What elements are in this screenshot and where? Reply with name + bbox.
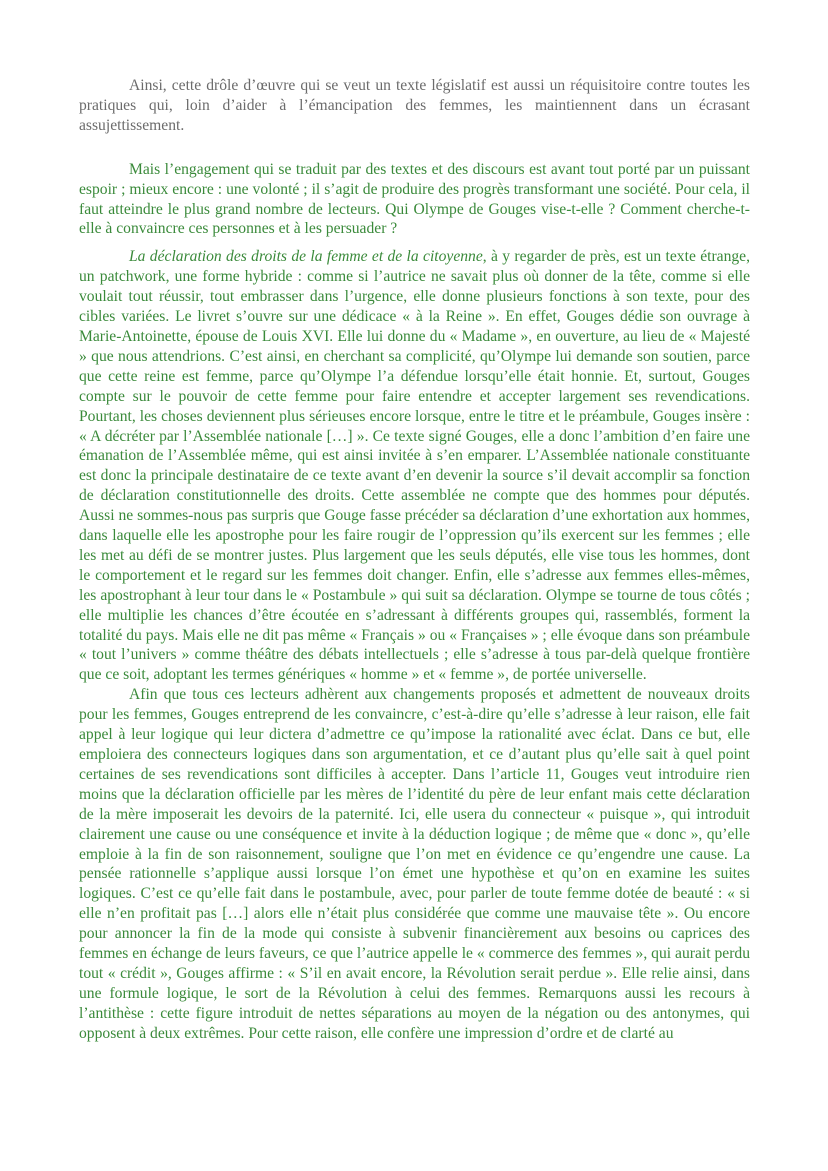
declaration-title: La déclaration des droits de la femme et de la citoyenne xyxy=(129,248,483,266)
paragraph-declaration xyxy=(79,247,750,685)
paragraph-intro: Ainsi, cette drôle d’œuvre qui se veut un texte législatif est aussi un réquisitoire contre toutes les pratiques qui, loin d’aider à l’émancipation des femmes, les maintiennent dans un écrasant assujettissement. xyxy=(79,77,750,134)
paragraph-engagement: Mais l’engagement qui se traduit par des textes et des discours est avant tout porté par un puissant espoir ; mieux encore : une volonté ; il s’agit de produire des progrès transformant une société. Pour cela, il faut atteindre le plus grand nombre de lecteurs. Qui Olympe de Gouges vise-t-elle ? Comment cherche-t-elle à convaincre ces personnes et à les persuader ? xyxy=(79,160,750,238)
declaration-body: , à y regarder de près, est un texte étrange, un patchwork, une forme hybride : comme si l’autrice ne savait plus où donner de la tête, comme si elle voulait tout réussir, tout embrasser dans l’urgence, elle donne plusieurs fonctions à son texte, pour des cibles variées. Le livret s’ouvre sur une dédicace « à la Reine ». En effet, Gouges dédie son ouvrage à Marie-Antoinette, épouse de Louis XVI. Elle lui donne du « Madame », en ouverture, au lieu de « Majesté » que nous attendrions. C’est ainsi, en cherchant sa complicité, qu’Olympe lui demande son soutien, parce que cette reine est femme, parce qu’Olympe l’a défendue lorsqu’elle était honnie. Et, surtout, Gouges compte sur le pouvoir de cette femme pour faire entendre et accepter largement ses revendications. Pourtant, les choses deviennent plus sérieuses encore lorsque, entre le titre et le préambule, Gouges insère : « A décréter par l’Assemblée nationale […] ». Ce texte signé Gouges, elle a donc l’ambition d’en faire une émanation de l’Assemblée même, qui est ainsi invitée à s’en emparer. L’Assemblée nationale constituante est donc la principale destinataire de ce texte avant d’en devenir la source s’il devait accomplir sa fonction de déclaration constitutionnelle des droits. Cette assemblée ne compte que des hommes pour députés. Aussi ne sommes-nous pas surpris que Gouge fasse précéder sa déclaration d’une exhortation aux hommes, dans laquelle elle les apostrophe pour les faire rougir de l’oppression qu’ils exercent sur les femmes ; elle les met au défi de se montrer justes. Plus largement que les seuls députés, elle vise tous les hommes, dont le comportement et le regard sur les femmes doit changer. Enfin, elle s’adresse aux femmes elles-mêmes, les apostrophant à leur tour dans le « Postambule » qui suit sa déclaration. Olympe se tourne de tous côtés ; elle multiplie les chances d’être écoutée en s’adressant à différents groupes qui, rassemblés, forment la totalité du pays. Mais elle ne dit pas même « Français » ou « Françaises » ; elle évoque dans son préambule « tout l’univers » comme théâtre des débats intellectuels ; elle s’adresse à tous par-delà quelque frontière que ce soit, adoptant les termes génériques « homme » et « femme », de portée universelle. xyxy=(79,248,750,684)
paragraph-convaincre: Afin que tous ces lecteurs adhèrent aux changements proposés et admettent de nouveaux droits pour les femmes, Gouges entreprend de les convaincre, c’est-à-dire qu’elle s’adresse à leur raison, elle fait appel à leur logique qui leur dictera d’admettre ce qu’impose la rationalité avec éclat. Dans ce but, elle emploiera des connecteurs logiques dans son argumentation, et ce d’autant plus qu’elle sait à quel point certaines de ses revendications sont difficiles à accepter. Dans l’article 11, Gouges veut introduire rien moins que la déclaration officielle par les mères de l’identité du père de leur enfant mais cette déclaration de la mère imposerait les devoirs de la paternité. Ici, elle usera du connecteur « puisque », qui introduit clairement une cause ou une conséquence et invite à la déduction logique ; de même que « donc », qu’elle emploie à la fin de son raisonnement, souligne que l’on met en évidence ce qu’engendre une cause. La pensée rationnelle s’applique aussi lorsque l’on émet une hypothèse et qu’on en examine les suites logiques. C’est ce qu’elle fait dans le postambule, avec, pour parler de toute femme dotée de beauté : « si elle n’en profitait pas […] alors elle n’était plus considérée que comme une mauvaise tête ». Ou encore pour annoncer la fin de la mode qui consiste à subvenir financièrement aux besoins ou caprices des femmes en échange de leurs faveurs, ce que l’autrice appelle le « commerce des femmes », qui aurait perdu tout « crédit », Gouges affirme : « S’il en avait encore, la Révolution serait perdue ». Elle relie ainsi, dans une formule logique, le sort de la Révolution à celui des femmes. Remarquons aussi les recours à l’antithèse : cette figure introduit de nettes séparations au moyen de la négation ou des antonymes, qui opposent à deux extrêmes. Pour cette raison, elle confère une impression d’ordre et de clarté au xyxy=(79,686,750,1042)
